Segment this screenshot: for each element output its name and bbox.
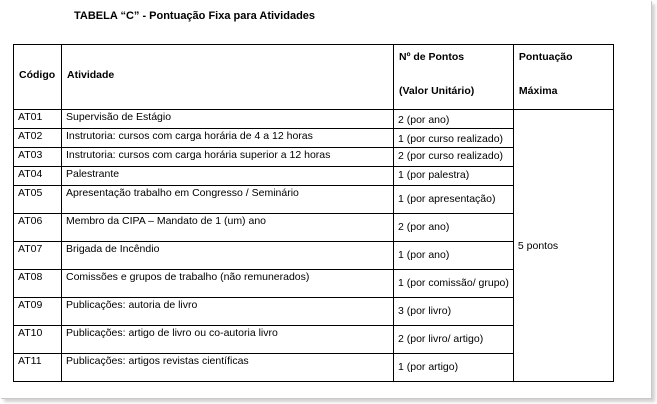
cell-points: 1 (por apresentação) xyxy=(394,186,514,214)
cell-points: 2 (por ano) xyxy=(394,110,514,129)
cell-activity: Comissões e grupos de trabalho (não remunerados) xyxy=(62,270,394,298)
header-atividade-label: Atividade xyxy=(67,69,115,81)
cell-code: AT01 xyxy=(14,110,62,129)
header-maxima xyxy=(513,45,613,110)
cell-code: AT08 xyxy=(14,270,62,298)
cell-activity: Membro da CIPA – Mandato de 1 (um) ano xyxy=(62,214,394,242)
cell-points: 1 (por artigo) xyxy=(394,354,514,382)
cell-activity: Publicações: autoria de livro xyxy=(62,298,394,326)
cell-activity: Instrutoria: cursos com carga horária superior a 12 horas xyxy=(62,148,394,167)
cell-code: AT05 xyxy=(14,186,62,214)
cell-code: AT11 xyxy=(14,354,62,382)
cell-points: 1 (por comissão/ grupo) xyxy=(394,270,514,298)
cell-code: AT04 xyxy=(14,167,62,186)
cell-activity: Instrutoria: cursos com carga horária de 4 a 12 horas xyxy=(62,129,394,148)
cell-points: 1 (por palestra) xyxy=(394,167,514,186)
header-row xyxy=(14,45,614,110)
table-row xyxy=(14,110,614,129)
cell-points: 1 (por ano) xyxy=(394,242,514,270)
header-pontos-line1: Nº de Pontos xyxy=(399,51,465,63)
header-maxima-line1: Pontuação xyxy=(518,51,573,63)
cell-activity: Supervisão de Estágio xyxy=(62,110,394,129)
scoring-table xyxy=(13,44,614,382)
header-pontos xyxy=(394,45,514,110)
cell-points: 2 (por ano) xyxy=(394,214,514,242)
cell-activity: Palestrante xyxy=(62,167,394,186)
cell-code: AT09 xyxy=(14,298,62,326)
cell-points: 3 (por livro) xyxy=(394,298,514,326)
header-atividade xyxy=(62,45,394,110)
header-codigo-label: Código xyxy=(19,69,56,81)
cell-activity: Publicações: artigo de livro ou co-autoria livro xyxy=(62,326,394,354)
cell-code: AT10 xyxy=(14,326,62,354)
header-codigo xyxy=(14,45,62,110)
header-pontos-line2: (Valor Unitário) xyxy=(399,85,475,97)
cell-points: 1 (por curso realizado) xyxy=(394,129,514,148)
header-maxima-line2: Máxima xyxy=(518,85,558,97)
cell-activity: Publicações: artigos revistas científicas xyxy=(62,354,394,382)
cell-code: AT03 xyxy=(14,148,62,167)
table-title: TABELA “C” - Pontuação Fixa para Atividades xyxy=(74,10,316,22)
cell-points: 2 (por livro/ artigo) xyxy=(394,326,514,354)
cell-code: AT02 xyxy=(14,129,62,148)
cell-code: AT07 xyxy=(14,242,62,270)
cell-code: AT06 xyxy=(14,214,62,242)
cell-activity: Apresentação trabalho em Congresso / Seminário xyxy=(62,186,394,214)
cell-points: 2 (por curso realizado) xyxy=(394,148,514,167)
cell-max-points: 5 pontos xyxy=(513,110,613,382)
cell-activity: Brigada de Incêndio xyxy=(62,242,394,270)
